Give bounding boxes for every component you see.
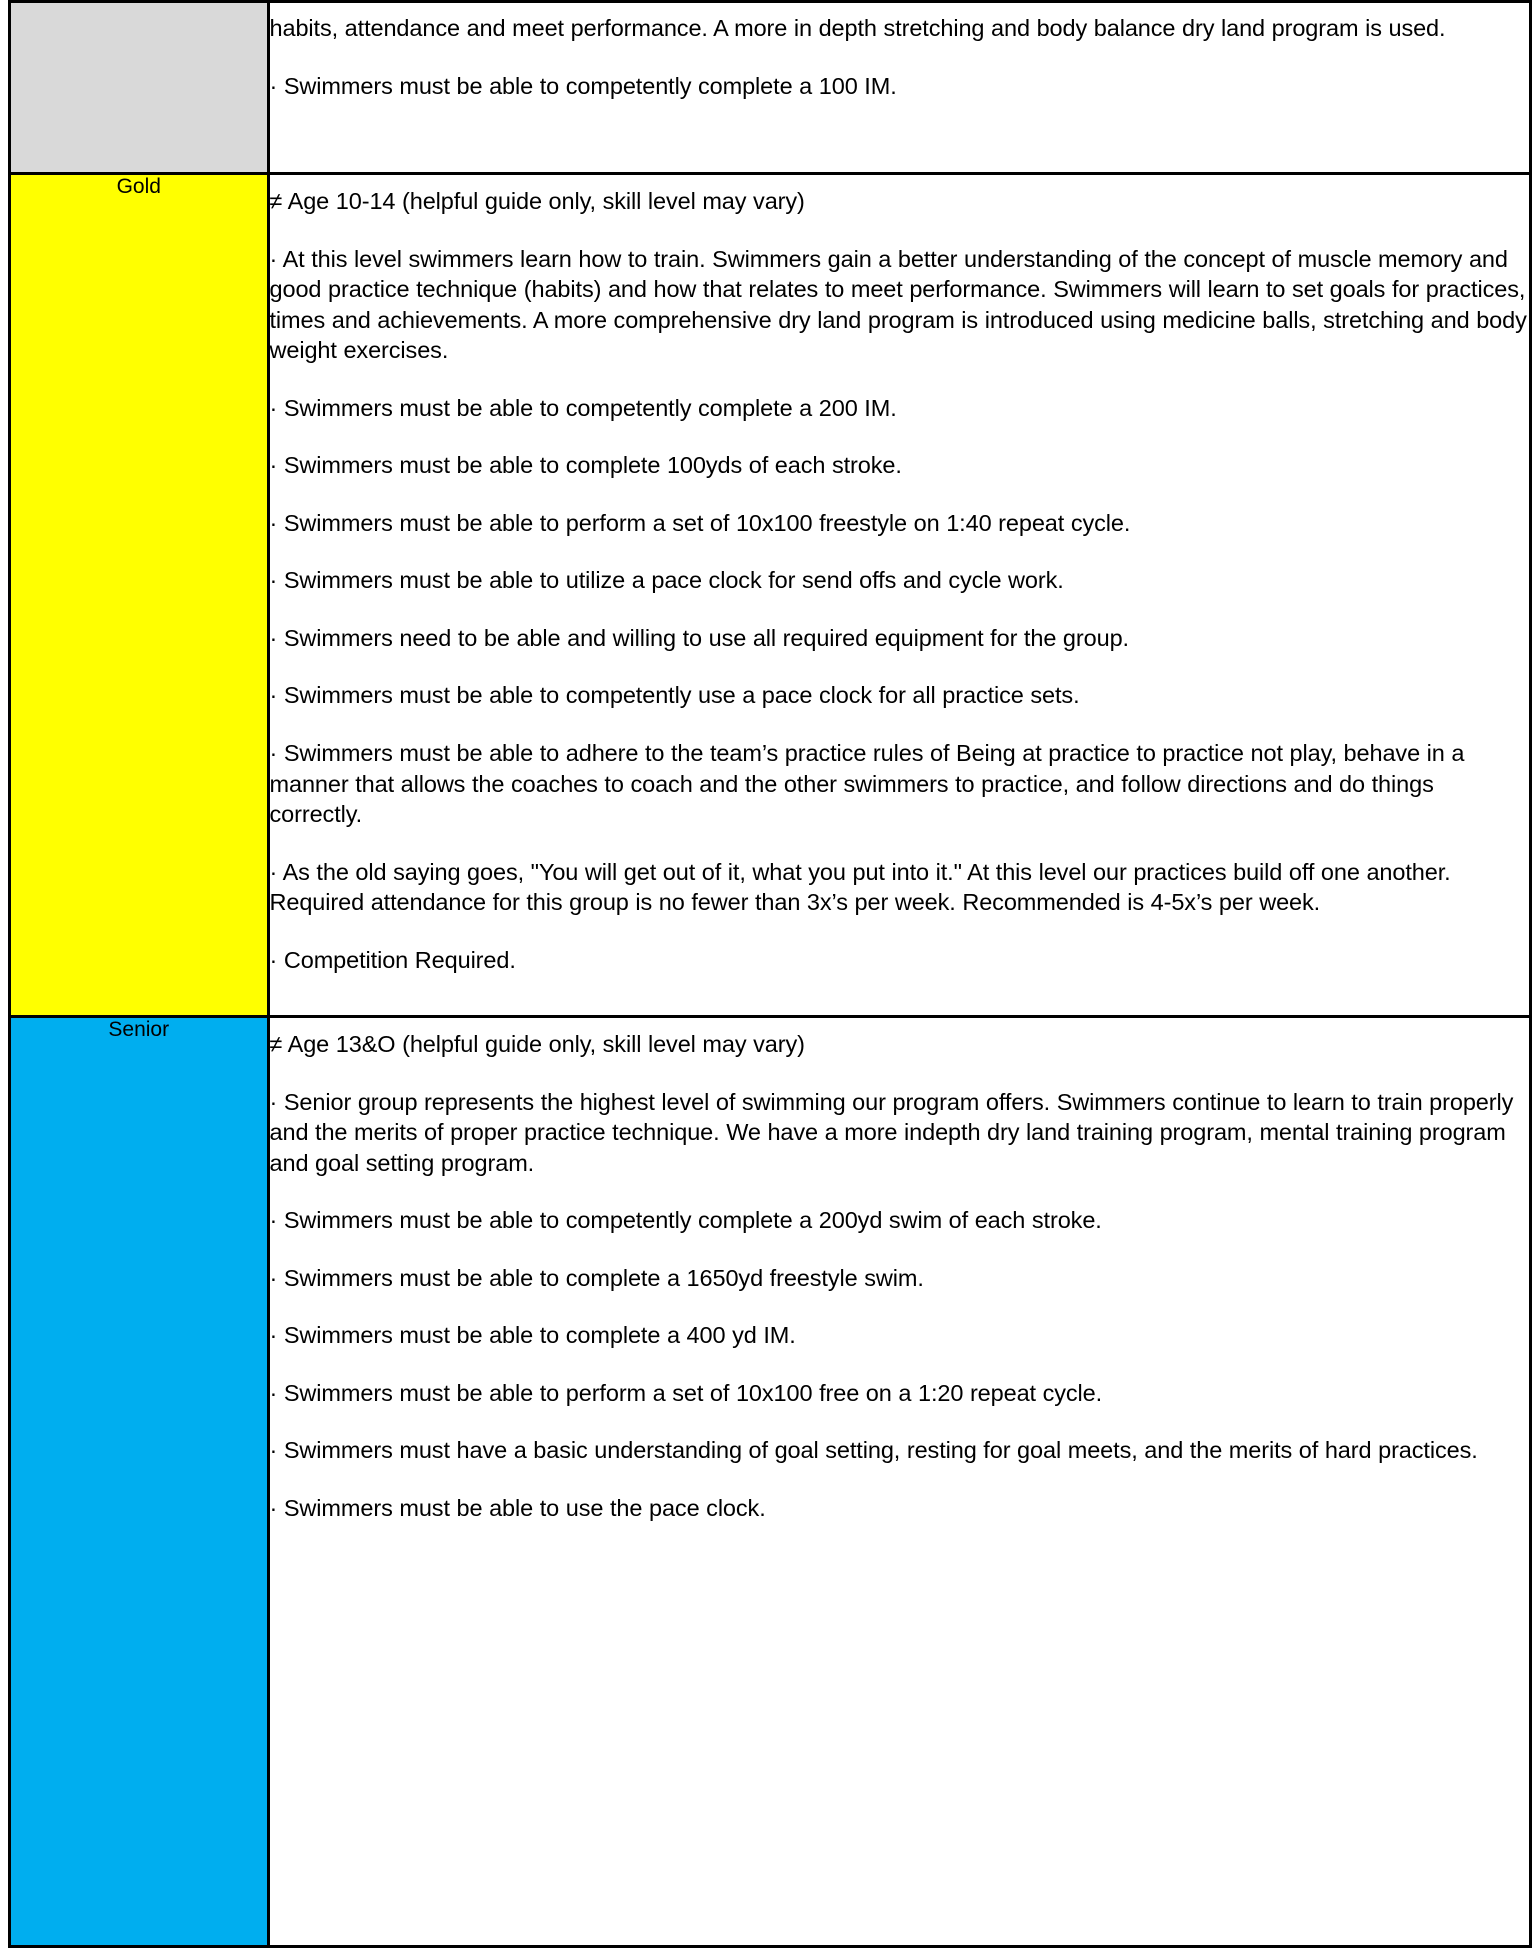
paragraph-marker: ≠ bbox=[269, 188, 288, 214]
body-paragraph bbox=[270, 623, 1530, 654]
paragraph-text: Swimmers must be able to competently use a pace clock for all practice sets. bbox=[283, 682, 1080, 709]
paragraph-marker: · bbox=[269, 1207, 284, 1234]
paragraph-marker: · bbox=[269, 682, 284, 709]
paragraph-marker: · bbox=[269, 1264, 284, 1291]
paragraph-text: Swimmers must be able to use the pace clock. bbox=[283, 1494, 766, 1521]
body-paragraph bbox=[270, 680, 1530, 711]
paragraph-marker: · bbox=[269, 509, 284, 536]
body-paragraph bbox=[270, 244, 1530, 366]
paragraph-marker: · bbox=[269, 245, 283, 272]
level-label-cell-gray bbox=[10, 2, 269, 174]
body-paragraph bbox=[270, 450, 1530, 481]
paragraph-text: Swimmers must be able to complete 100yds of each stroke. bbox=[283, 452, 902, 479]
paragraph-text: As the old saying goes, "You will get out of it, what you put into it." At this level our practices build off one another. Required attendance for this group is no fewer than 3x’s per week. Recommended is 4-5x’s per week. bbox=[269, 858, 1451, 916]
paragraph-marker: ≠ bbox=[269, 1031, 288, 1057]
paragraph-marker: · bbox=[269, 394, 284, 421]
table-row bbox=[10, 1017, 1531, 1947]
paragraph-text: At this level swimmers learn how to train. Swimmers gain a better understanding of the concept of muscle memory and good practice technique (habits) and how that relates to meet performance. Swimmers will learn to set goals for practices, times and achievements. A more comprehensive dry land program is introduced using medicine balls, stretching and body weight exercises. bbox=[269, 245, 1527, 364]
body-paragraph bbox=[270, 186, 1530, 217]
body-paragraph bbox=[270, 1320, 1530, 1351]
paragraph-text: Swimmers must have a basic understanding of goal setting, resting for goal meets, and the merits of hard practices. bbox=[283, 1437, 1478, 1464]
paragraph-text: Swimmers must be able to competently complete a 200 IM. bbox=[283, 394, 897, 421]
level-body-cell-gray bbox=[268, 2, 1531, 174]
level-label-cell-senior bbox=[10, 1017, 269, 1947]
body-paragraph bbox=[270, 1029, 1530, 1060]
paragraph-text: Swimmers must be able to perform a set of 10x100 freestyle on 1:40 repeat cycle. bbox=[283, 509, 1131, 536]
paragraph-marker: · bbox=[269, 72, 284, 99]
body-paragraph bbox=[270, 393, 1530, 424]
paragraph-text: Swimmers need to be able and willing to use all required equipment for the group. bbox=[283, 624, 1129, 651]
level-body-cell-senior bbox=[268, 1017, 1531, 1947]
body-paragraph bbox=[270, 1435, 1530, 1466]
paragraph-text: Swimmers must be able to utilize a pace clock for send offs and cycle work. bbox=[283, 567, 1064, 594]
body-paragraph bbox=[270, 1263, 1530, 1294]
body-paragraph bbox=[270, 1087, 1530, 1179]
body-paragraph bbox=[270, 1493, 1530, 1524]
level-label-text: Senior bbox=[108, 1018, 170, 1041]
table-row bbox=[10, 174, 1531, 1017]
level-body-cell-gold bbox=[268, 174, 1531, 1017]
paragraph-text: Swimmers must be able to complete a 400 yd IM. bbox=[283, 1322, 796, 1349]
paragraph-marker: · bbox=[269, 740, 284, 767]
body-paragraph bbox=[270, 1378, 1530, 1409]
body-paragraph bbox=[270, 71, 1530, 102]
body-paragraph bbox=[270, 857, 1530, 918]
paragraph-marker: · bbox=[269, 1437, 284, 1464]
paragraph-text: Competition Required. bbox=[283, 946, 516, 973]
body-paragraph bbox=[270, 945, 1530, 976]
body-paragraph bbox=[270, 13, 1530, 44]
paragraph-text: Senior group represents the highest level of swimming our program offers. Swimmers continue to learn to train properly and the merits of proper practice technique. We have a more indepth dry land training program, mental training program and goal setting program. bbox=[269, 1088, 1514, 1176]
body-paragraph bbox=[270, 508, 1530, 539]
paragraph-marker: · bbox=[269, 567, 284, 594]
level-label-cell-gold bbox=[10, 174, 269, 1017]
level-label-text: Gold bbox=[116, 175, 161, 198]
paragraph-text: Swimmers must be able to perform a set of 10x100 free on a 1:20 repeat cycle. bbox=[283, 1379, 1103, 1406]
paragraph-text: Swimmers must be able to adhere to the team’s practice rules of Being at practice to practice not play, behave in a manner that allows the coaches to coach and the other swimmers to practice, and follow directions and do things correctly. bbox=[269, 740, 1465, 828]
table-body bbox=[10, 2, 1531, 1947]
paragraph-text: Age 13&O (helpful guide only, skill level may vary) bbox=[287, 1031, 805, 1057]
swim-program-table bbox=[8, 0, 1532, 1948]
paragraph-text: Swimmers must be able to complete a 1650yd freestyle swim. bbox=[283, 1264, 924, 1291]
paragraph-marker: · bbox=[269, 452, 284, 479]
paragraph-text: Age 10-14 (helpful guide only, skill level may vary) bbox=[287, 188, 805, 214]
paragraph-marker: · bbox=[269, 624, 284, 651]
paragraph-marker: · bbox=[269, 1322, 284, 1349]
table-row bbox=[10, 2, 1531, 174]
paragraph-text: habits, attendance and meet performance. A more in depth stretching and body balance dry land program is used. bbox=[269, 15, 1446, 41]
paragraph-marker: · bbox=[269, 1494, 284, 1521]
paragraph-marker: · bbox=[269, 1088, 284, 1115]
paragraph-marker: · bbox=[269, 858, 283, 885]
paragraph-marker: · bbox=[269, 946, 284, 973]
paragraph-marker: · bbox=[269, 1379, 284, 1406]
paragraph-text: Swimmers must be able to competently complete a 200yd swim of each stroke. bbox=[283, 1207, 1102, 1234]
body-paragraph bbox=[270, 565, 1530, 596]
paragraph-text: Swimmers must be able to competently complete a 100 IM. bbox=[283, 72, 897, 99]
body-paragraph bbox=[270, 738, 1530, 830]
body-paragraph bbox=[270, 1205, 1530, 1236]
